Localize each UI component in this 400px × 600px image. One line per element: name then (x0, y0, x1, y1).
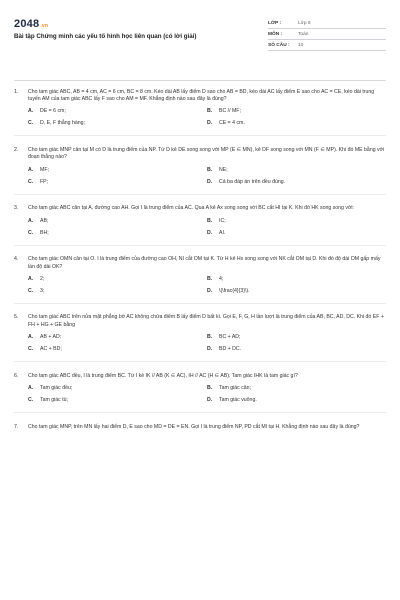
answer-option[interactable] (28, 230, 207, 236)
option-text: Tam giác cân; (219, 385, 252, 392)
header-left (14, 12, 264, 41)
option-text: AB; (40, 217, 49, 224)
answer-option[interactable] (28, 397, 207, 403)
question-item (14, 314, 386, 361)
answer-options (28, 167, 386, 185)
option-text: FP; (40, 178, 49, 185)
option-key: C. (28, 346, 34, 353)
meta-row-count (268, 40, 386, 51)
option-text: BC + AD; (219, 334, 241, 341)
option-text: BC // MF; (219, 108, 241, 115)
answer-option[interactable] (207, 120, 386, 126)
option-key: A. (28, 275, 34, 282)
question-number: 5. (14, 314, 19, 321)
option-key: B. (207, 385, 213, 392)
option-text: \(\frac{4}{3}\). (219, 287, 250, 294)
answer-option[interactable] (207, 334, 386, 340)
option-text: AC + BD; (40, 346, 62, 353)
question-number: 3. (14, 205, 19, 212)
option-key: C. (28, 229, 34, 236)
option-key: D. (207, 346, 213, 353)
question-stem (14, 373, 386, 380)
question-stem (14, 147, 386, 162)
logo-main: 2048 (14, 18, 40, 30)
question-item (14, 89, 386, 136)
answer-option[interactable] (207, 218, 386, 224)
question-number: 7. (14, 423, 19, 430)
logo-suffix: .vn (40, 23, 49, 29)
answer-option[interactable] (207, 230, 386, 236)
option-key: B. (207, 275, 213, 282)
option-key: A. (28, 108, 34, 115)
answer-option[interactable] (207, 397, 386, 403)
meta-key: SỐ CÂU : (268, 42, 290, 48)
option-text: IC; (219, 217, 226, 224)
question-text: Cho tam giác ABC trên nửa mặt phẳng bờ AC không chứa điểm B lấy điểm D bất kì. Gọi E, F, G, H lần lượt là trung điểm của AB, BC, AD, DC. Khi đó EF + FH + HG + GE bằng (28, 314, 384, 328)
meta-key: LỚP : (268, 20, 282, 26)
question-stem (14, 256, 386, 271)
question-text: Cho tam giác ABC đều, I là trung điểm BC. Từ I kẻ IK // AB (K ∈ AC), IH // AC (H ∈ AB). Tam giác IHK là tam giác gì? (28, 372, 298, 379)
meta-value: 10 (298, 42, 304, 48)
answer-options (28, 334, 386, 352)
question-separator (14, 303, 386, 304)
option-text: BH; (40, 229, 49, 236)
option-key: C. (28, 287, 34, 294)
question-text: Cho tam giác MNP cân tại M có D là trung điểm của NP. Từ D kẻ DE song song với MP (E ∈ MN), kẻ DF song song với MN (F ∈ MP). Khi đó ME bằng với đoạn thẳng nào? (28, 146, 385, 161)
option-text: CE = 4 cm. (219, 120, 245, 127)
option-key: A. (28, 385, 34, 392)
answer-option[interactable] (207, 346, 386, 352)
option-key: D. (207, 229, 213, 236)
header-divider (14, 80, 386, 81)
answer-options (28, 276, 386, 294)
answer-option[interactable] (28, 108, 207, 114)
question-list (14, 89, 386, 431)
question-number: 2. (14, 146, 19, 153)
question-text: Cho tam giác ABC, AB = 4 cm, AC = 6 cm, BC = 8 cm. Kéo dài AB lấy điểm D sao cho AB = BD, kéo dài AC lấy điểm E sao cho AC = CE, kéo dài trung tuyến AM của tam giác ABC lấy F sao cho AM = MF. Khẳng định nào sau đây là đúng? (28, 88, 375, 102)
document-header (14, 12, 386, 64)
question-number: 1. (14, 88, 19, 95)
option-text: Tam giác vuông. (219, 397, 257, 404)
option-text: BD + DC. (219, 346, 242, 353)
answer-option[interactable] (207, 167, 386, 173)
option-text: MF; (40, 166, 49, 173)
meta-row-subject (268, 29, 386, 40)
site-logo[interactable] (14, 18, 264, 30)
option-key: D. (207, 120, 213, 127)
answer-option[interactable] (28, 276, 207, 282)
option-key: B. (207, 166, 213, 173)
question-stem (14, 424, 386, 431)
question-item (14, 373, 386, 413)
option-key: A. (28, 217, 34, 224)
answer-option[interactable] (28, 288, 207, 294)
question-item (14, 205, 386, 245)
answer-option[interactable] (28, 385, 207, 391)
meta-value: Lớp 8 (298, 20, 311, 26)
option-key: D. (207, 287, 213, 294)
question-item (14, 424, 386, 431)
question-stem (14, 205, 386, 212)
option-text: AB + AD; (40, 334, 62, 341)
question-separator (14, 361, 386, 362)
option-text: Tam giác đều; (40, 385, 73, 392)
answer-option[interactable] (207, 385, 386, 391)
option-key: B. (207, 108, 213, 115)
option-key: D. (207, 178, 213, 185)
answer-option[interactable] (28, 167, 207, 173)
answer-option[interactable] (28, 218, 207, 224)
option-text: NE; (219, 166, 228, 173)
question-separator (14, 194, 386, 195)
answer-option[interactable] (207, 276, 386, 282)
option-key: A. (28, 334, 34, 341)
question-text: Cho tam giác MNP, trên MN lấy hai điểm D, E sao cho MD = DE = EN. Gọi I là trung điểm NP, PD cắt MI tại H. Khẳng định nào sau đây là đúng? (28, 423, 360, 430)
option-key: C. (28, 178, 34, 185)
option-key: C. (28, 397, 34, 404)
answer-options (28, 108, 386, 126)
question-separator (14, 245, 386, 246)
question-stem (14, 89, 386, 104)
meta-row-class (268, 18, 386, 29)
question-stem (14, 314, 386, 329)
meta-value: Toán (298, 31, 309, 37)
answer-option[interactable] (207, 288, 386, 294)
answer-option[interactable] (207, 179, 386, 185)
answer-option[interactable] (28, 179, 207, 185)
answer-options (28, 218, 386, 236)
option-key: C. (28, 120, 34, 127)
question-separator (14, 135, 386, 136)
option-text: 3; (40, 287, 45, 294)
option-key: B. (207, 334, 213, 341)
answer-options (28, 385, 386, 403)
question-text: Cho tam giác ABC cân tại A, đường cao AH. Gọi I là trung điểm của AC. Qua A kẻ Ax song song với BC cắt HI tại K. Khi đó HK song song với: (28, 205, 354, 212)
question-number: 4. (14, 256, 19, 263)
meta-key: MÔN : (268, 31, 283, 37)
option-key: D. (207, 397, 213, 404)
question-text: Cho tam giác OMN cân tại O. I là trung điểm của đường cao OH, NI cắt OM tại K. Từ H kẻ Hx song song với NK cắt OM tại D. Khi đó độ dài OM gấp mấy lần độ dài OK? (28, 256, 381, 270)
answer-option[interactable] (207, 108, 386, 114)
option-text: D, E, F thẳng hàng; (40, 120, 85, 127)
answer-option[interactable] (28, 334, 207, 340)
option-text: 4; (219, 275, 224, 282)
page-title: Bài tập Chứng minh các yếu tố hình học liên quan (có lời giải) (14, 33, 197, 40)
option-key: A. (28, 166, 34, 173)
answer-option[interactable] (28, 346, 207, 352)
option-key: B. (207, 217, 213, 224)
question-number: 6. (14, 372, 19, 379)
question-separator (14, 412, 386, 413)
question-item (14, 147, 386, 194)
question-item (14, 256, 386, 303)
option-text: Cả ba đáp án trên đều đúng. (219, 178, 286, 185)
option-text: 2; (40, 275, 45, 282)
option-text: AI. (219, 229, 226, 236)
answer-option[interactable] (28, 120, 207, 126)
option-text: DE = 6 cm; (40, 108, 66, 115)
meta-info (268, 18, 386, 51)
option-text: Tam giác tù; (40, 397, 68, 404)
